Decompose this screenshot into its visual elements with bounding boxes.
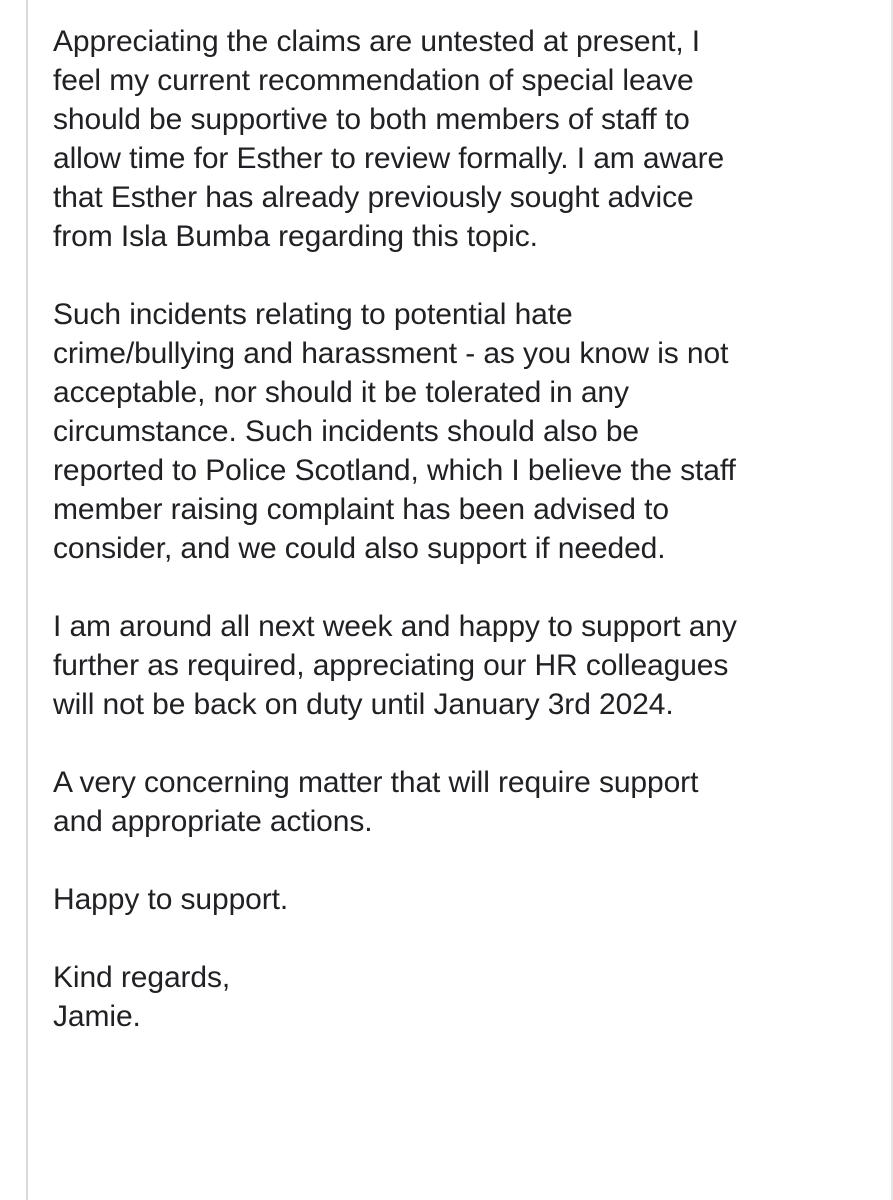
text-line: A very concerning matter that will require support — [53, 766, 699, 799]
text-line: consider, and we could also support if needed. — [53, 532, 666, 565]
paragraph-special-leave — [53, 22, 853, 256]
paragraph-incidents — [53, 295, 853, 568]
signoff: Kind regards, — [53, 961, 231, 994]
email-closing — [53, 958, 853, 1036]
text-line: circumstance. Such incidents should also be — [53, 415, 640, 448]
text-line: Such incidents relating to potential hate — [53, 298, 573, 331]
text-line: from Isla Bumba regarding this topic. — [53, 220, 538, 253]
text-line: that Esther has already previously sought advice — [53, 181, 694, 214]
text-line: feel my current recommendation of special leave — [53, 64, 694, 97]
text-line: Happy to support. — [53, 883, 289, 916]
text-line: allow time for Esther to review formally. I am aware — [53, 142, 725, 175]
email-body — [53, 22, 853, 1075]
text-line: acceptable, nor should it be tolerated in any — [53, 376, 629, 409]
text-line: further as required, appreciating our HR colleagues — [53, 649, 729, 682]
text-line: will not be back on duty until January 3rd 2024. — [53, 688, 674, 721]
text-line: and appropriate actions. — [53, 805, 373, 838]
quote-divider — [26, 0, 28, 1200]
text-line: reported to Police Scotland, which I believe the staff — [53, 454, 736, 487]
text-line: member raising complaint has been advised to — [53, 493, 669, 526]
text-line: I am around all next week and happy to support any — [53, 610, 737, 643]
paragraph-concern — [53, 763, 853, 841]
text-line: should be supportive to both members of staff to — [53, 103, 690, 136]
paragraph-availability — [53, 607, 853, 724]
text-line: Appreciating the claims are untested at present, I — [53, 25, 701, 58]
text-line: crime/bullying and harassment - as you know is not — [53, 337, 729, 370]
sender-name: Jamie. — [53, 1000, 141, 1033]
paragraph-happy-to-support — [53, 880, 853, 919]
